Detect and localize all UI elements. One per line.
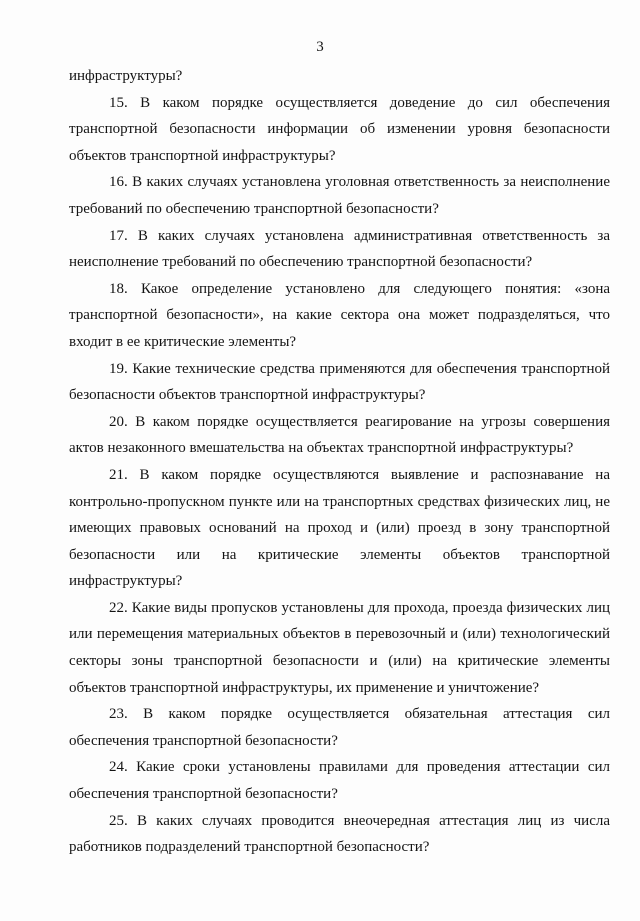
document-body bbox=[69, 63, 610, 861]
question-23: 23. В каком порядке осуществляется обязательная аттестация сил обеспечения транспортной безопасности? bbox=[69, 706, 610, 749]
question-22: 22. Какие виды пропусков установлены для прохода, проезда физических лиц или перемещения материальных объектов в перевозочный и (или) технологический секторы зоны транспортной безопасности и (или) на критические элементы объектов транспортной инфраструктуры, их применение и уничтожение? bbox=[69, 599, 610, 696]
question-17: 17. В каких случаях установлена административная ответственность за неисполнение требований по обеспечению транспортной безопасности? bbox=[69, 227, 610, 271]
question-25: 25. В каких случаях проводится внеочередная аттестация лиц из числа работников подразделений транспортной безопасности? bbox=[69, 812, 610, 856]
question-24: 24. Какие сроки установлены правилами для проведения аттестации сил обеспечения транспортной безопасности? bbox=[69, 759, 610, 803]
paragraph-continuation: инфраструктуры? bbox=[69, 68, 183, 84]
question-16: 16. В каких случаях установлена уголовная ответственность за неисполнение требований по обеспечению транспортной безопасности? bbox=[69, 174, 610, 217]
question-15: 15. В каком порядке осуществляется доведение до сил обеспечения транспортной безопасности информации об изменении уровня безопасности объектов транспортной инфраструктуры? bbox=[69, 94, 610, 164]
question-20: 20. В каком порядке осуществляется реагирование на угрозы совершения актов незаконного вмешательства на объектах транспортной инфраструктуры? bbox=[69, 413, 610, 457]
question-19: 19. Какие технические средства применяются для обеспечения транспортной безопасности объектов транспортной инфраструктуры? bbox=[69, 360, 610, 404]
page-number: 3 bbox=[316, 39, 324, 55]
question-21: 21. В каком порядке осуществляются выявление и распознавание на контрольно-пропускном пункте или на транспортных средствах физических лиц, не имеющих правовых оснований на проход и (или) проезд в зону транспортной безопасности или на критические элементы объектов транспортной инфраструктуры? bbox=[69, 466, 610, 590]
question-18: 18. Какое определение установлено для следующего понятия: «зона транспортной безопасности», на какие сектора она может подразделяться, что входит в ее критические элементы? bbox=[69, 280, 610, 350]
